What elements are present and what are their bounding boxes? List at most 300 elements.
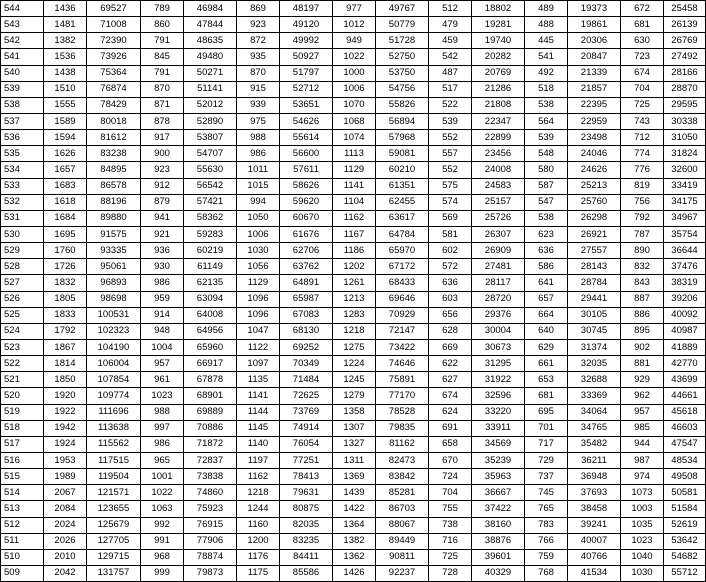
table-cell: 24046 xyxy=(568,146,621,162)
score-cell: 513 xyxy=(1,501,44,517)
table-cell: 1311 xyxy=(333,452,376,468)
table-cell: 1022 xyxy=(141,485,184,501)
table-cell: 34064 xyxy=(568,404,621,420)
table-cell: 657 xyxy=(525,291,568,307)
table-cell: 68130 xyxy=(280,323,333,339)
table-cell: 36644 xyxy=(664,243,706,259)
table-cell: 871 xyxy=(141,97,184,113)
table-row xyxy=(1,485,706,501)
table-cell: 34175 xyxy=(664,194,706,210)
table-cell: 66917 xyxy=(184,356,237,372)
table-cell: 552 xyxy=(429,162,472,178)
table-row xyxy=(1,517,706,533)
table-cell: 48534 xyxy=(664,452,706,468)
table-cell: 1833 xyxy=(44,307,87,323)
table-cell: 96893 xyxy=(87,275,141,291)
table-cell: 43699 xyxy=(664,372,706,388)
score-cell: 518 xyxy=(1,420,44,436)
table-cell: 575 xyxy=(429,178,472,194)
table-cell: 75891 xyxy=(376,372,429,388)
table-cell: 47844 xyxy=(184,17,237,33)
table-cell: 870 xyxy=(237,65,280,81)
score-cell: 521 xyxy=(1,372,44,388)
table-cell: 64891 xyxy=(280,275,333,291)
score-cell: 517 xyxy=(1,436,44,452)
table-cell: 51141 xyxy=(184,81,237,97)
table-cell: 724 xyxy=(429,469,472,485)
table-cell: 1922 xyxy=(44,404,87,420)
table-cell: 45618 xyxy=(664,404,706,420)
table-cell: 1200 xyxy=(237,533,280,549)
table-cell: 60670 xyxy=(280,210,333,226)
table-cell: 26307 xyxy=(472,226,525,242)
table-cell: 1129 xyxy=(333,162,376,178)
table-cell: 1000 xyxy=(333,65,376,81)
table-cell: 538 xyxy=(525,210,568,226)
table-row xyxy=(1,1,706,17)
table-row xyxy=(1,565,706,581)
table-cell: 1867 xyxy=(44,339,87,355)
table-cell: 1145 xyxy=(237,420,280,436)
table-cell: 78429 xyxy=(87,97,141,113)
table-cell: 1832 xyxy=(44,275,87,291)
score-cell: 522 xyxy=(1,356,44,372)
table-row xyxy=(1,372,706,388)
table-cell: 57421 xyxy=(184,194,237,210)
table-cell: 1197 xyxy=(237,452,280,468)
table-cell: 61351 xyxy=(376,178,429,194)
score-cell: 515 xyxy=(1,469,44,485)
table-cell: 67878 xyxy=(184,372,237,388)
score-cell: 523 xyxy=(1,339,44,355)
table-cell: 28784 xyxy=(568,275,621,291)
table-cell: 32688 xyxy=(568,372,621,388)
table-cell: 20847 xyxy=(568,49,621,65)
table-cell: 1202 xyxy=(333,259,376,275)
table-cell: 890 xyxy=(621,243,664,259)
table-cell: 725 xyxy=(621,97,664,113)
table-cell: 1589 xyxy=(44,113,87,129)
table-cell: 547 xyxy=(525,194,568,210)
table-cell: 69889 xyxy=(184,404,237,420)
table-row xyxy=(1,291,706,307)
table-cell: 62455 xyxy=(376,194,429,210)
table-cell: 1040 xyxy=(621,549,664,565)
table-cell: 71484 xyxy=(280,372,333,388)
score-cell: 516 xyxy=(1,452,44,468)
table-cell: 986 xyxy=(141,436,184,452)
score-cell: 509 xyxy=(1,565,44,581)
table-cell: 1004 xyxy=(141,339,184,355)
table-cell: 55614 xyxy=(280,130,333,146)
table-cell: 587 xyxy=(525,178,568,194)
table-cell: 53642 xyxy=(664,533,706,549)
table-cell: 603 xyxy=(429,291,472,307)
table-cell: 1167 xyxy=(333,226,376,242)
table-cell: 629 xyxy=(525,339,568,355)
table-cell: 35963 xyxy=(472,469,525,485)
table-cell: 50581 xyxy=(664,485,706,501)
table-row xyxy=(1,113,706,129)
table-cell: 999 xyxy=(141,565,184,581)
table-cell: 53750 xyxy=(376,65,429,81)
table-cell: 46984 xyxy=(184,1,237,17)
table-cell: 81162 xyxy=(376,436,429,452)
table-cell: 1006 xyxy=(237,226,280,242)
table-cell: 67083 xyxy=(280,307,333,323)
table-cell: 1657 xyxy=(44,162,87,178)
table-cell: 636 xyxy=(429,275,472,291)
table-cell: 53807 xyxy=(184,130,237,146)
table-cell: 55712 xyxy=(664,565,706,581)
table-cell: 717 xyxy=(525,436,568,452)
table-cell: 77906 xyxy=(184,533,237,549)
table-cell: 895 xyxy=(621,323,664,339)
table-cell: 31295 xyxy=(472,356,525,372)
table-cell: 49480 xyxy=(184,49,237,65)
table-cell: 37476 xyxy=(664,259,706,275)
table-cell: 1275 xyxy=(333,339,376,355)
table-cell: 42770 xyxy=(664,356,706,372)
table-cell: 50779 xyxy=(376,17,429,33)
table-cell: 20282 xyxy=(472,49,525,65)
table-cell: 985 xyxy=(621,420,664,436)
table-cell: 902 xyxy=(621,339,664,355)
table-cell: 674 xyxy=(621,65,664,81)
table-cell: 994 xyxy=(237,194,280,210)
table-cell: 1070 xyxy=(333,97,376,113)
table-cell: 1047 xyxy=(237,323,280,339)
table-cell: 572 xyxy=(429,259,472,275)
table-cell: 81612 xyxy=(87,130,141,146)
table-cell: 54756 xyxy=(376,81,429,97)
table-cell: 85281 xyxy=(376,485,429,501)
table-cell: 34765 xyxy=(568,420,621,436)
table-cell: 88196 xyxy=(87,194,141,210)
table-cell: 1426 xyxy=(333,565,376,581)
table-cell: 123655 xyxy=(87,501,141,517)
table-cell: 39241 xyxy=(568,517,621,533)
table-cell: 1141 xyxy=(333,178,376,194)
table-row xyxy=(1,356,706,372)
table-cell: 35754 xyxy=(664,226,706,242)
table-cell: 1030 xyxy=(237,243,280,259)
score-cell: 540 xyxy=(1,65,44,81)
table-cell: 915 xyxy=(237,81,280,97)
table-cell: 56894 xyxy=(376,113,429,129)
table-cell: 879 xyxy=(141,194,184,210)
table-row xyxy=(1,243,706,259)
table-cell: 658 xyxy=(429,436,472,452)
table-cell: 54626 xyxy=(280,113,333,129)
table-cell: 977 xyxy=(333,1,376,17)
table-cell: 117515 xyxy=(87,452,141,468)
table-cell: 44661 xyxy=(664,388,706,404)
table-cell: 832 xyxy=(621,259,664,275)
table-cell: 77251 xyxy=(280,452,333,468)
table-cell: 1050 xyxy=(237,210,280,226)
table-cell: 38876 xyxy=(472,533,525,549)
table-row xyxy=(1,469,706,485)
table-cell: 542 xyxy=(429,49,472,65)
table-cell: 1096 xyxy=(237,291,280,307)
table-cell: 1176 xyxy=(237,549,280,565)
table-cell: 845 xyxy=(141,49,184,65)
table-cell: 113638 xyxy=(87,420,141,436)
table-cell: 30338 xyxy=(664,113,706,129)
table-cell: 1364 xyxy=(333,517,376,533)
table-cell: 80018 xyxy=(87,113,141,129)
table-cell: 74860 xyxy=(184,485,237,501)
table-cell: 445 xyxy=(525,33,568,49)
table-cell: 1422 xyxy=(333,501,376,517)
score-cell: 542 xyxy=(1,33,44,49)
table-cell: 27492 xyxy=(664,49,706,65)
table-cell: 872 xyxy=(237,33,280,49)
table-cell: 1003 xyxy=(621,501,664,517)
score-cell: 519 xyxy=(1,404,44,420)
table-row xyxy=(1,146,706,162)
table-cell: 1023 xyxy=(621,533,664,549)
table-cell: 1104 xyxy=(333,194,376,210)
table-cell: 91575 xyxy=(87,226,141,242)
table-cell: 776 xyxy=(621,162,664,178)
table-cell: 581 xyxy=(429,226,472,242)
table-cell: 83238 xyxy=(87,146,141,162)
table-cell: 25760 xyxy=(568,194,621,210)
table-cell: 78874 xyxy=(184,549,237,565)
table-cell: 965 xyxy=(141,452,184,468)
table-cell: 640 xyxy=(525,323,568,339)
table-cell: 52890 xyxy=(184,113,237,129)
table-cell: 31050 xyxy=(664,130,706,146)
table-cell: 59620 xyxy=(280,194,333,210)
table-cell: 1001 xyxy=(141,469,184,485)
score-cell: 511 xyxy=(1,533,44,549)
table-cell: 1792 xyxy=(44,323,87,339)
table-cell: 1213 xyxy=(333,291,376,307)
table-cell: 923 xyxy=(141,162,184,178)
table-cell: 40766 xyxy=(568,549,621,565)
table-cell: 49508 xyxy=(664,469,706,485)
table-cell: 743 xyxy=(621,113,664,129)
table-cell: 40007 xyxy=(568,533,621,549)
table-cell: 948 xyxy=(141,323,184,339)
table-cell: 949 xyxy=(333,33,376,49)
table-cell: 917 xyxy=(141,130,184,146)
table-cell: 574 xyxy=(429,194,472,210)
table-cell: 512 xyxy=(429,1,472,17)
table-cell: 26921 xyxy=(568,226,621,242)
table-cell: 459 xyxy=(429,33,472,49)
table-cell: 881 xyxy=(621,356,664,372)
table-cell: 71008 xyxy=(87,17,141,33)
table-cell: 83842 xyxy=(376,469,429,485)
table-cell: 791 xyxy=(141,65,184,81)
table-cell: 52012 xyxy=(184,97,237,113)
table-cell: 745 xyxy=(525,485,568,501)
table-cell: 1382 xyxy=(333,533,376,549)
table-cell: 26769 xyxy=(664,33,706,49)
table-row xyxy=(1,436,706,452)
table-cell: 1555 xyxy=(44,97,87,113)
table-cell: 84411 xyxy=(280,549,333,565)
table-cell: 106004 xyxy=(87,356,141,372)
table-cell: 923 xyxy=(237,17,280,33)
table-cell: 921 xyxy=(141,226,184,242)
table-cell: 131757 xyxy=(87,565,141,581)
table-cell: 725 xyxy=(429,549,472,565)
table-cell: 34967 xyxy=(664,210,706,226)
table-cell: 1141 xyxy=(237,388,280,404)
table-cell: 900 xyxy=(141,146,184,162)
table-cell: 1369 xyxy=(333,469,376,485)
table-cell: 90811 xyxy=(376,549,429,565)
table-row xyxy=(1,49,706,65)
table-cell: 19281 xyxy=(472,17,525,33)
table-cell: 1382 xyxy=(44,33,87,49)
table-cell: 29376 xyxy=(472,307,525,323)
table-cell: 541 xyxy=(525,49,568,65)
table-cell: 1594 xyxy=(44,130,87,146)
table-row xyxy=(1,388,706,404)
table-cell: 1362 xyxy=(333,549,376,565)
table-cell: 21857 xyxy=(568,81,621,97)
table-cell: 59081 xyxy=(376,146,429,162)
table-cell: 52619 xyxy=(664,517,706,533)
table-cell: 28720 xyxy=(472,291,525,307)
table-cell: 986 xyxy=(237,146,280,162)
table-cell: 38319 xyxy=(664,275,706,291)
table-cell: 25157 xyxy=(472,194,525,210)
table-cell: 1011 xyxy=(237,162,280,178)
table-cell: 36667 xyxy=(472,485,525,501)
table-cell: 64008 xyxy=(184,307,237,323)
table-cell: 681 xyxy=(621,17,664,33)
table-cell: 33911 xyxy=(472,420,525,436)
table-cell: 1283 xyxy=(333,307,376,323)
table-cell: 1162 xyxy=(333,210,376,226)
table-cell: 522 xyxy=(429,97,472,113)
table-cell: 1439 xyxy=(333,485,376,501)
table-cell: 1327 xyxy=(333,436,376,452)
table-cell: 22347 xyxy=(472,113,525,129)
table-cell: 759 xyxy=(525,549,568,565)
table-cell: 704 xyxy=(429,485,472,501)
table-cell: 712 xyxy=(621,130,664,146)
table-cell: 959 xyxy=(141,291,184,307)
table-cell: 74646 xyxy=(376,356,429,372)
table-cell: 75923 xyxy=(184,501,237,517)
table-row xyxy=(1,130,706,146)
table-cell: 63617 xyxy=(376,210,429,226)
table-cell: 65960 xyxy=(184,339,237,355)
table-cell: 34569 xyxy=(472,436,525,452)
table-cell: 61676 xyxy=(280,226,333,242)
table-cell: 36948 xyxy=(568,469,621,485)
table-cell: 57611 xyxy=(280,162,333,178)
score-cell: 541 xyxy=(1,49,44,65)
table-cell: 70886 xyxy=(184,420,237,436)
table-cell: 63762 xyxy=(280,259,333,275)
score-cell: 535 xyxy=(1,146,44,162)
table-cell: 988 xyxy=(237,130,280,146)
table-cell: 38458 xyxy=(568,501,621,517)
table-cell: 27481 xyxy=(472,259,525,275)
table-cell: 1073 xyxy=(621,485,664,501)
table-cell: 518 xyxy=(525,81,568,97)
table-cell: 51728 xyxy=(376,33,429,49)
table-cell: 69527 xyxy=(87,1,141,17)
table-cell: 792 xyxy=(621,210,664,226)
table-row xyxy=(1,65,706,81)
table-cell: 641 xyxy=(525,275,568,291)
table-cell: 986 xyxy=(141,275,184,291)
table-cell: 1186 xyxy=(333,243,376,259)
table-cell: 968 xyxy=(141,549,184,565)
table-cell: 56600 xyxy=(280,146,333,162)
table-cell: 1683 xyxy=(44,178,87,194)
table-cell: 766 xyxy=(525,533,568,549)
table-cell: 914 xyxy=(141,307,184,323)
table-cell: 1113 xyxy=(333,146,376,162)
table-cell: 488 xyxy=(525,17,568,33)
table-cell: 492 xyxy=(525,65,568,81)
table-cell: 93335 xyxy=(87,243,141,259)
table-cell: 1307 xyxy=(333,420,376,436)
table-cell: 957 xyxy=(621,404,664,420)
table-cell: 930 xyxy=(141,259,184,275)
table-cell: 1989 xyxy=(44,469,87,485)
score-cell: 539 xyxy=(1,81,44,97)
table-cell: 125679 xyxy=(87,517,141,533)
table-cell: 1122 xyxy=(237,339,280,355)
table-cell: 1063 xyxy=(141,501,184,517)
table-cell: 21808 xyxy=(472,97,525,113)
table-cell: 98698 xyxy=(87,291,141,307)
table-cell: 33419 xyxy=(664,178,706,194)
table-cell: 62135 xyxy=(184,275,237,291)
table-cell: 538 xyxy=(525,97,568,113)
table-cell: 55826 xyxy=(376,97,429,113)
table-cell: 1224 xyxy=(333,356,376,372)
table-cell: 1218 xyxy=(237,485,280,501)
table-cell: 1358 xyxy=(333,404,376,420)
table-cell: 887 xyxy=(621,291,664,307)
table-cell: 935 xyxy=(237,49,280,65)
table-cell: 48635 xyxy=(184,33,237,49)
table-cell: 22959 xyxy=(568,113,621,129)
table-cell: 35239 xyxy=(472,452,525,468)
table-cell: 49992 xyxy=(280,33,333,49)
table-cell: 82473 xyxy=(376,452,429,468)
table-cell: 1023 xyxy=(141,388,184,404)
table-cell: 1245 xyxy=(333,372,376,388)
table-cell: 716 xyxy=(429,533,472,549)
table-cell: 28166 xyxy=(664,65,706,81)
table-cell: 636 xyxy=(525,243,568,259)
table-cell: 1850 xyxy=(44,372,87,388)
table-cell: 936 xyxy=(141,243,184,259)
table-cell: 25458 xyxy=(664,1,706,17)
table-cell: 111696 xyxy=(87,404,141,420)
table-row xyxy=(1,533,706,549)
table-cell: 1618 xyxy=(44,194,87,210)
table-cell: 68901 xyxy=(184,388,237,404)
table-cell: 28143 xyxy=(568,259,621,275)
table-cell: 79631 xyxy=(280,485,333,501)
table-cell: 661 xyxy=(525,356,568,372)
